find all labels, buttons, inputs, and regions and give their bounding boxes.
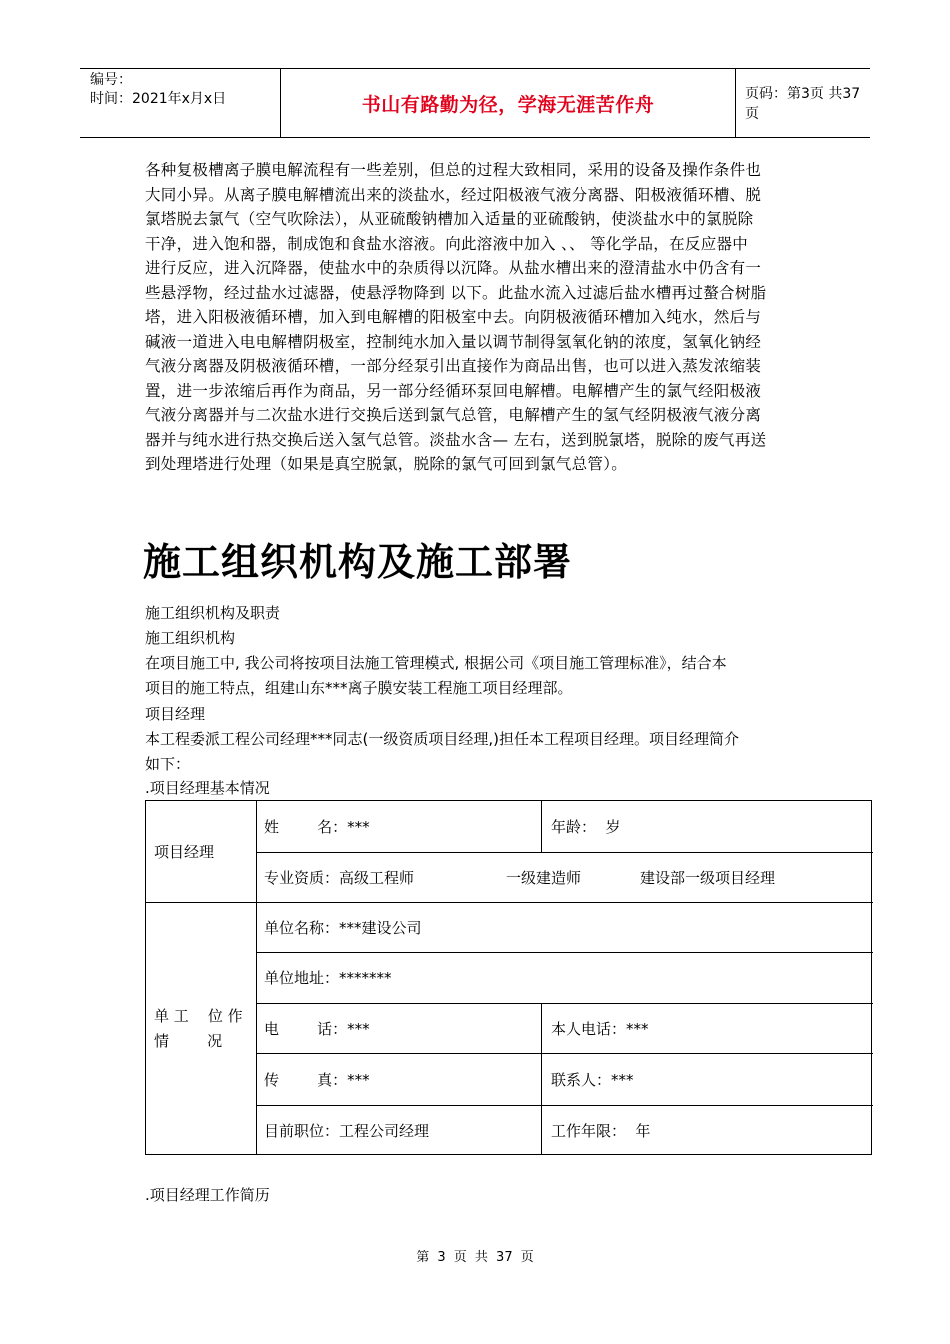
header-number: 编号： [90,72,132,88]
pm-age: 年龄： 岁 [551,818,621,836]
paragraph-line: 塔，进入阳极液循环槽，加入到电解槽的阳极室中去。向阴极液循环槽加入纯水，然后与 [145,308,762,326]
resume-caption: .项目经理工作简历 [145,1186,270,1204]
section-title: 施工组织机构及施工部署 [143,539,573,584]
pm-label: 项目经理 [154,843,215,861]
unit-label-line: 单 工 位 作 [154,1006,243,1025]
subheading-org: 施工组织机构 [145,629,236,647]
paragraph-line: 到处理塔进行处理（如果是真空脱氯，脱除的氯气可回到氯气总管）。 [145,455,628,473]
paragraph-line: 各种复极槽离子膜电解流程有一些差别，但总的过程大致相同，采用的设备及操作条件也 [145,161,762,179]
page-footer: 第 3 页 共 37 页 [416,1250,534,1265]
table-caption: .项目经理基本情况 [145,779,270,797]
paragraph-line: 干净，进入饱和器，制成饱和食盐水溶液。向此溶液中加入 、、 等化学品，在反应器中 [145,234,749,253]
paragraph-line: 氯塔脱去氯气（空气吹除法），从亚硫酸钠槽加入适量的亚硫酸钠，使淡盐水中的氯脱除 [145,210,754,228]
header-page-cell [735,69,870,137]
personal-phone: 本人电话：*** [551,1019,649,1038]
subheading-org-duties: 施工组织机构及职责 [145,604,281,622]
table-divider [256,801,257,1155]
paragraph-line: 器并与纯水进行热交换后送入氢气总管。淡盐水含— 左右，送到脱氯塔，脱除的废气再送 [145,430,767,449]
pm-qualification-2: 一级建造师 [506,868,582,887]
paragraph-line: 碱液一道进入电电解槽阴极室，控制纯水加入量以调节制得氢氧化钠的浓度，氢氧化钠经 [145,332,762,351]
header-page-info: 页码：第3页 共37页 [745,86,861,122]
intro-paragraph [145,158,810,477]
current-position: 目前职位：工程公司经理 [264,1121,430,1140]
paragraph-line: 气液分离器及阴极液循环槽，一部分经泵引出直接作为商品出售，也可以进入蒸发浓缩装 [145,357,762,375]
paragraph-line: 大同小异。从离子膜电解槽流出来的淡盐水，经过阳极液气液分离器、阳极液循环槽、脱 [145,185,762,204]
unit-address: 单位地址：******* [264,969,392,987]
header-date: 时间：2021年x月x日 [90,91,227,107]
unit-phone: 电 话：*** [264,1019,370,1038]
paragraph-line: 置，进一步浓缩后再作为商品，另一部分经循环泵回电解槽。电解槽产生的氯气经阳极液 [145,381,762,400]
pm-qualification: 专业资质：高级工程师 [264,868,415,887]
unit-fax: 传 真：*** [264,1070,370,1089]
header-motto-cell [280,69,736,137]
unit-name: 单位名称：***建设公司 [264,918,422,937]
table-divider [541,801,542,852]
pm-paragraph-line: 如下： [145,755,191,773]
work-years: 工作年限： 年 [551,1121,651,1140]
table-divider [541,1003,542,1155]
paragraph-line: 气液分离器并与二次盐水进行交换后送到氯气总管，电解槽产生的氢气经阴极液气液分离 [145,406,762,424]
org-paragraph-line: 在项目施工中, 我公司将按项目法施工管理模式, 根据公司《项目施工管理标准》，结合本 [145,654,727,672]
pm-paragraph-line: 本工程委派工程公司经理***同志(一级资质项目经理,)担任本工程项目经理。项目经理简介 [145,730,739,748]
unit-label-line: 情 况 [154,1031,223,1050]
pm-info-table [145,800,872,1155]
org-paragraph-line: 项目的施工特点，组建山东***离子膜安装工程施工项目经理部。 [145,679,573,697]
pm-qualification-3: 建设部一级项目经理 [640,868,776,887]
header-meta [80,69,280,137]
subheading-pm: 项目经理 [145,705,206,723]
header-motto: 书山有路勤为径，学海无涯苦作舟 [361,93,655,116]
pm-name: 姓 名：*** [264,818,370,836]
contact-person: 联系人：*** [551,1070,634,1089]
unit-label [154,902,254,1155]
paragraph-line: 些悬浮物，经过盐水过滤器，使悬浮物降到 以下。此盐水流入过滤后盐水槽再过螯合树脂 [145,283,767,302]
page-header [80,68,870,138]
paragraph-line: 进行反应，进入沉降器，使盐水中的杂质得以沉降。从盐水槽出来的澄清盐水中仍含有一 [145,259,762,277]
